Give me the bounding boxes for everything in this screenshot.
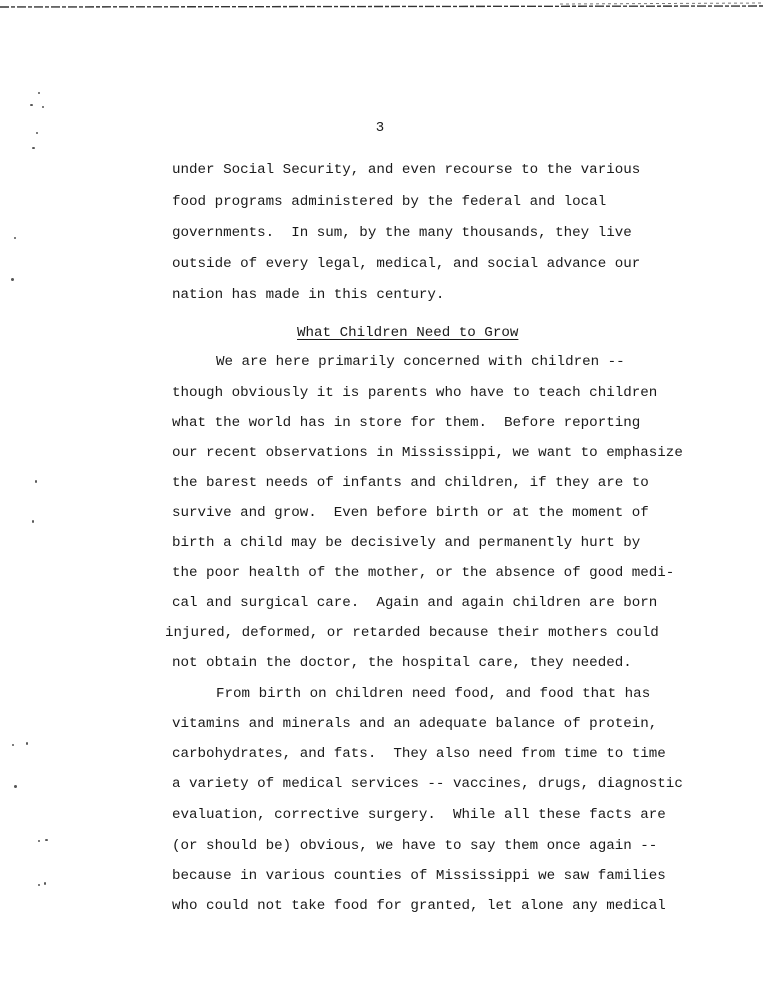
scan-speck — [38, 840, 40, 842]
scan-speck — [42, 106, 44, 108]
text-line: food programs administered by the federal and local — [172, 194, 607, 210]
text-line: evaluation, corrective surgery. While all these facts are — [172, 807, 666, 823]
text-line: the barest needs of infants and children, if they are to — [172, 475, 649, 491]
text-line: carbohydrates, and fats. They also need from time to time — [172, 746, 666, 762]
text-line: not obtain the doctor, the hospital care, they needed. — [172, 655, 632, 671]
scan-speck — [14, 237, 16, 239]
scan-top-edge — [0, 0, 763, 14]
scan-speck — [44, 882, 46, 885]
text-line: a variety of medical services -- vaccines, drugs, diagnostic — [172, 776, 683, 792]
scan-speck — [38, 92, 40, 94]
page-number: 3 — [375, 120, 385, 136]
text-line: survive and grow. Even before birth or at the moment of — [172, 505, 649, 521]
scan-speck — [30, 104, 33, 106]
scan-speck — [11, 278, 14, 281]
text-line: because in various counties of Mississippi we saw families — [172, 868, 666, 884]
text-line: (or should be) obvious, we have to say them once again -- — [172, 838, 658, 854]
scan-speck — [35, 480, 37, 483]
scan-speck — [32, 147, 35, 149]
text-line: what the world has in store for them. Before reporting — [172, 415, 641, 431]
section-heading: What Children Need to Grow — [297, 325, 519, 341]
text-line: vitamins and minerals and an adequate balance of protein, — [172, 716, 658, 732]
text-line: governments. In sum, by the many thousands, they live — [172, 225, 632, 241]
scan-speck — [32, 520, 34, 523]
scan-speck — [12, 744, 14, 746]
scan-speck — [26, 742, 28, 745]
scan-speck — [45, 839, 48, 841]
text-line: under Social Security, and even recourse to the various — [172, 162, 641, 178]
scan-speck — [36, 132, 38, 134]
text-line: We are here primarily concerned with children -- — [216, 354, 625, 370]
text-line: injured, deformed, or retarded because their mothers could — [165, 625, 659, 641]
text-line: though obviously it is parents who have to teach children — [172, 385, 658, 401]
text-line: nation has made in this century. — [172, 287, 445, 303]
scan-speck — [14, 785, 17, 788]
text-line: our recent observations in Mississippi, we want to emphasize — [172, 445, 683, 461]
text-line: the poor health of the mother, or the absence of good medi- — [172, 565, 675, 581]
text-line: birth a child may be decisively and permanently hurt by — [172, 535, 641, 551]
text-line: who could not take food for granted, let alone any medical — [172, 898, 666, 914]
scan-speck — [38, 884, 40, 886]
text-line: From birth on children need food, and food that has — [216, 686, 651, 702]
text-line: cal and surgical care. Again and again children are born — [172, 595, 658, 611]
text-line: outside of every legal, medical, and social advance our — [172, 256, 641, 272]
